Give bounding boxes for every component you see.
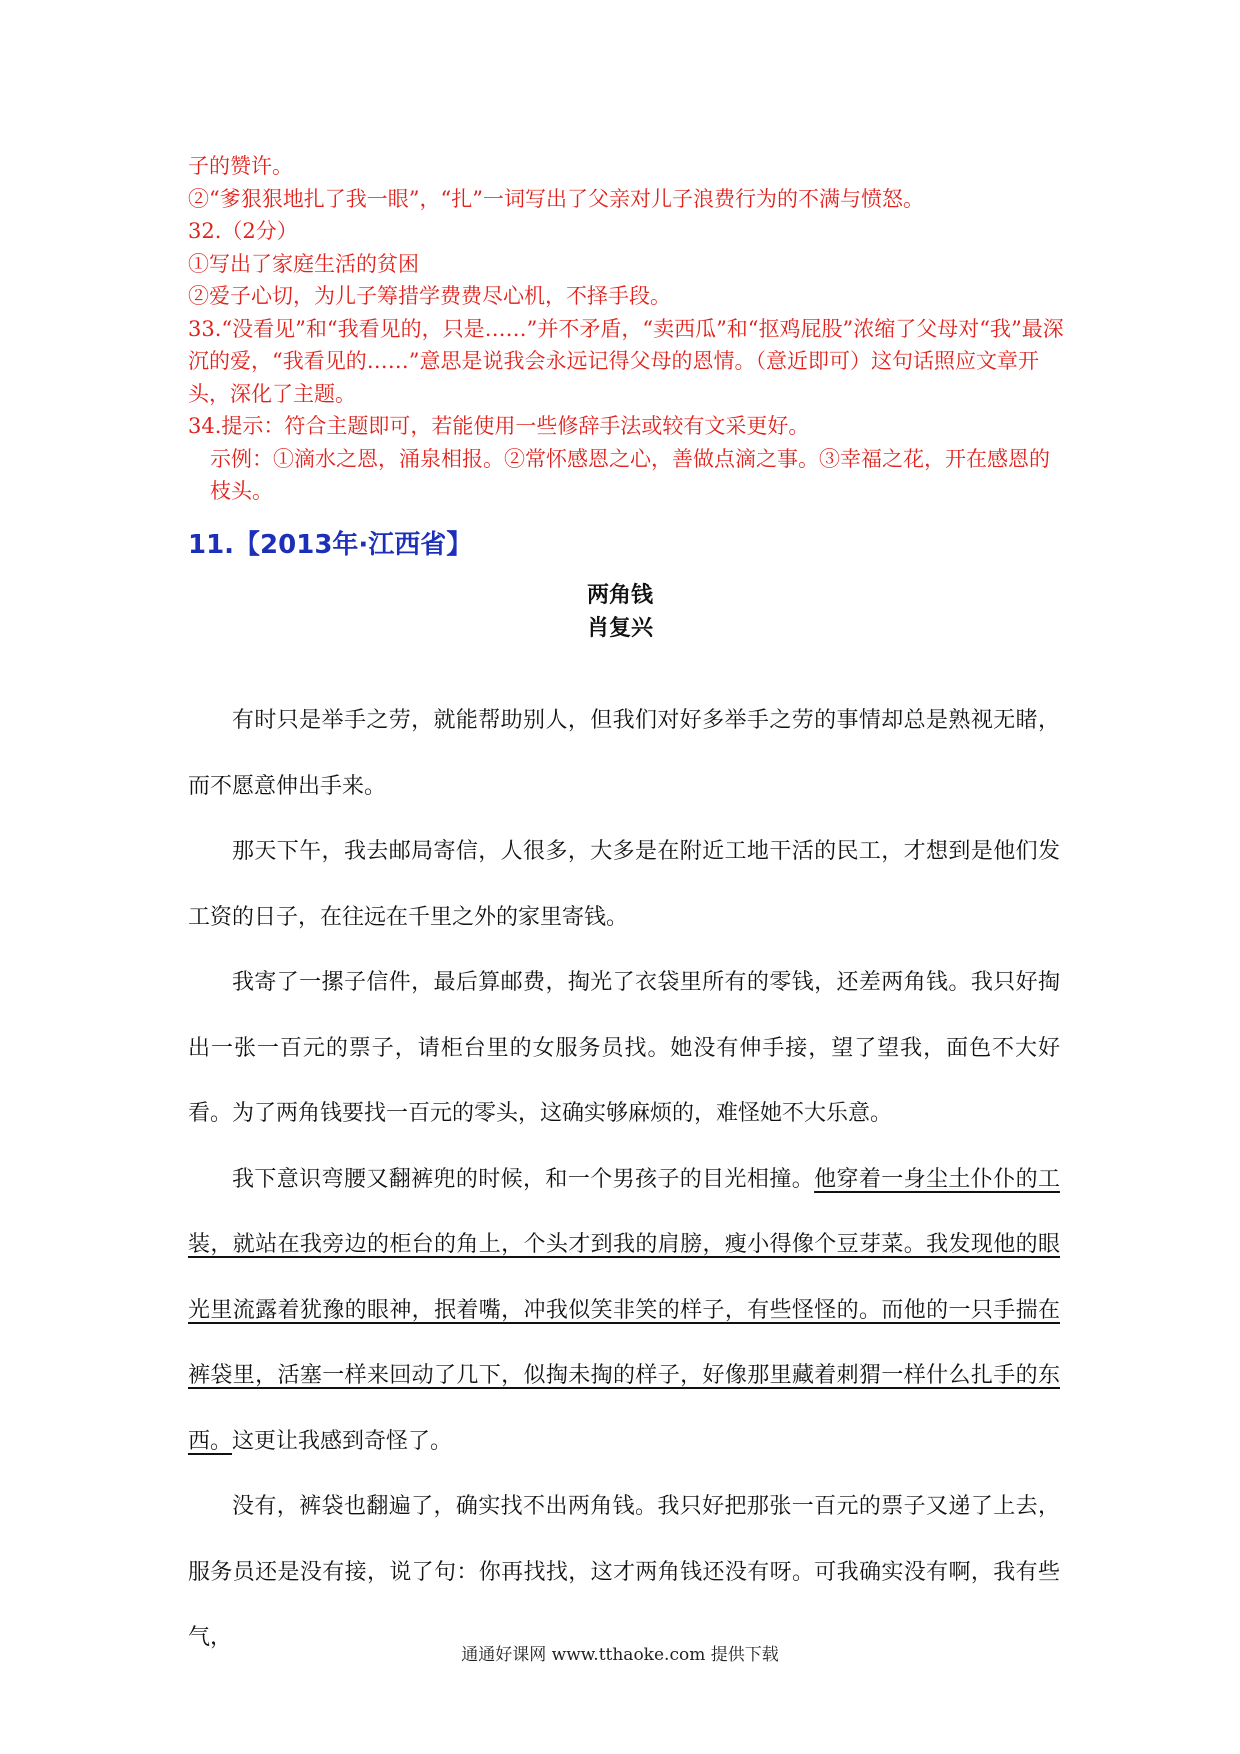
answer-line: ②爱子心切，为儿子筹措学费费尽心机，不择手段。 [188, 284, 671, 308]
article-author: 肖复兴 [586, 616, 653, 641]
paragraph-text: 这更让我感到奇怪了。 [232, 1428, 453, 1454]
paragraph: 那天下午，我去邮局寄信，人很多，大多是在附近工地干活的民工，才想到是他们发工资的日子，在往远在千里之外的家里寄钱。 [188, 839, 1060, 930]
section-heading: 11.【2013年·江西省】 [188, 530, 473, 560]
answer-key [188, 150, 1068, 508]
answer-line: 子的赞许。 [188, 154, 293, 178]
answer-line: 32.（2分） [188, 219, 298, 243]
answer-line: 34.提示：符合主题即可，若能使用一些修辞手法或较有文采更好。 [188, 414, 810, 438]
answer-line: 33.“没看见”和“我看见的，只是……”并不矛盾，“卖西瓜”和“抠鸡屁股”浓缩了父母对“我”最深沉的爱，“我看见的……”意思是说我会永远记得父母的恩情。（意近即可）这句话照应文章开头，深化了主题。 [188, 316, 1064, 406]
paragraph: 我寄了一摞子信件，最后算邮费，掏光了衣袋里所有的零钱，还差两角钱。我只好掏出一张一百元的票子，请柜台里的女服务员找。她没有伸手接，望了望我，面色不大好看。为了两角钱要找一百元的零头，这确实够麻烦的，难怪她不大乐意。 [188, 970, 1060, 1126]
answer-line: ②“爹狠狠地扎了我一眼”，“扎”一词写出了父亲对儿子浪费行为的不满与愤怒。 [188, 186, 924, 211]
paragraph-text: 我下意识弯腰又翻裤兜的时候，和一个男孩子的目光相撞。 [232, 1166, 815, 1192]
paragraph: 有时只是举手之劳，就能帮助别人，但我们对好多举手之劳的事情却总是熟视无睹，而不愿意伸出手来。 [188, 708, 1060, 799]
underlined-passage: 他穿着一身尘土仆仆的工装，就站在我旁边的柜台的角上，个头才到我的肩膀，瘦小得像个豆芽菜。我发现他的眼光里流露着犹豫的眼神，抿着嘴，冲我似笑非笑的样子，有些怪怪的。而他的一只手揣在裤袋里，活塞一样来回动了几下，似掏未掏的样子，好像那里藏着刺猬一样什么扎手的东西。 [188, 1166, 1060, 1454]
answer-line: 示例：①滴水之恩，涌泉相报。②常怀感恩之心，善做点滴之事。③幸福之花，开在感恩的枝头。 [210, 446, 1050, 503]
article-title: 两角钱 [586, 583, 653, 608]
article-body [188, 688, 1060, 1671]
paragraph: 没有，裤袋也翻遍了，确实找不出两角钱。我只好把那张一百元的票子又递了上去，服务员还是没有接，说了句：你再找找，这才两角钱还没有呀。可我确实没有啊，我有些气， [188, 1494, 1060, 1650]
paragraph [188, 1147, 1060, 1475]
page-footer: 通通好课网 www.tthaoke.com 提供下载 [461, 1645, 779, 1665]
answer-line: ①写出了家庭生活的贫困 [188, 251, 419, 276]
